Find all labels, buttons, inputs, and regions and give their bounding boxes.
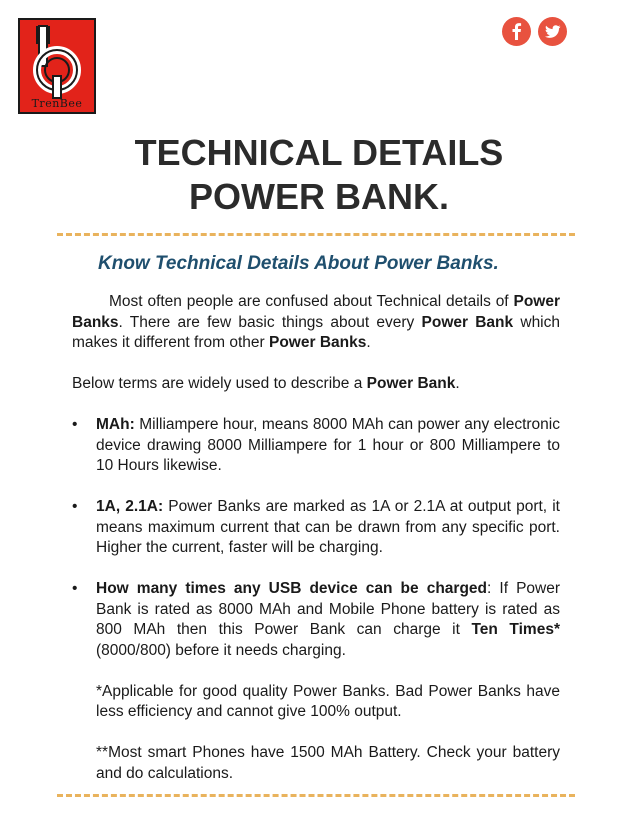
top-divider <box>57 233 575 236</box>
intro-text: . <box>366 334 371 351</box>
terms-paragraph <box>72 374 560 395</box>
intro-text: Most often people are confused about Technical details of <box>109 293 514 310</box>
list-item <box>72 497 560 559</box>
bullet-text: (8000/800) before it needs charging. <box>96 641 346 659</box>
list-item <box>72 579 560 661</box>
bullet-text: Power Banks are marked as 1A or 2.1A at output port, it means maximum current that can be drawn from any specific port. Higher the current, faster will be charging. <box>96 498 560 556</box>
terms-bold: Power Bank <box>366 375 456 392</box>
title-line-2: POWER BANK. <box>189 176 449 217</box>
bullet-marker: • <box>72 416 78 433</box>
trenbee-logo <box>18 18 96 114</box>
intro-bold: Power Banks <box>269 334 367 351</box>
terms-text: Below terms are widely used to describe a <box>72 375 367 392</box>
bullet-term: Ten Times* <box>471 621 560 638</box>
bullet-term: MAh: <box>96 416 135 433</box>
twitter-icon <box>538 17 567 46</box>
twitter-button[interactable] <box>538 17 567 46</box>
bullet-term: 1A, 2.1A: <box>96 498 164 515</box>
subtitle: Know Technical Details About Power Banks. <box>98 253 499 274</box>
logo-text: TrenBee <box>31 97 83 110</box>
facebook-icon <box>502 17 531 46</box>
page-title <box>0 131 638 219</box>
footnote: *Applicable for good quality Power Banks. Bad Power Banks have less efficiency and cannot give 100% output. <box>96 682 560 720</box>
intro-text: . There are few basic things about every <box>118 313 422 331</box>
intro-text: which makes it different from other <box>72 313 560 351</box>
bullet-marker: • <box>72 498 78 515</box>
bullet-term: How many times any USB device can be charged <box>96 580 488 597</box>
intro-bold: Power Banks <box>72 293 560 331</box>
document-body <box>72 292 560 784</box>
intro-bold: Power Bank <box>421 313 514 331</box>
intro-paragraph <box>72 292 560 354</box>
title-line-1: TECHNICAL DETAILS <box>134 132 504 173</box>
footnote: **Most smart Phones have 1500 MAh Battery. Check your battery and do calculations. <box>96 744 560 782</box>
bullet-text: Milliampere hour, means 8000 MAh can power any electronic device drawing 8000 Milliampere for 1 hour or 800 Milliampere to 10 Hours likewise. <box>96 416 560 474</box>
terms-text: . <box>455 375 460 392</box>
facebook-button[interactable] <box>502 17 531 46</box>
list-item <box>72 415 560 477</box>
bottom-divider <box>57 794 575 797</box>
bullet-text: : If Power Bank is rated as 8000 MAh and Mobile Phone battery is rated as 800 MAh then this Power Bank can charge it <box>96 580 561 638</box>
bullet-marker: • <box>72 580 78 597</box>
